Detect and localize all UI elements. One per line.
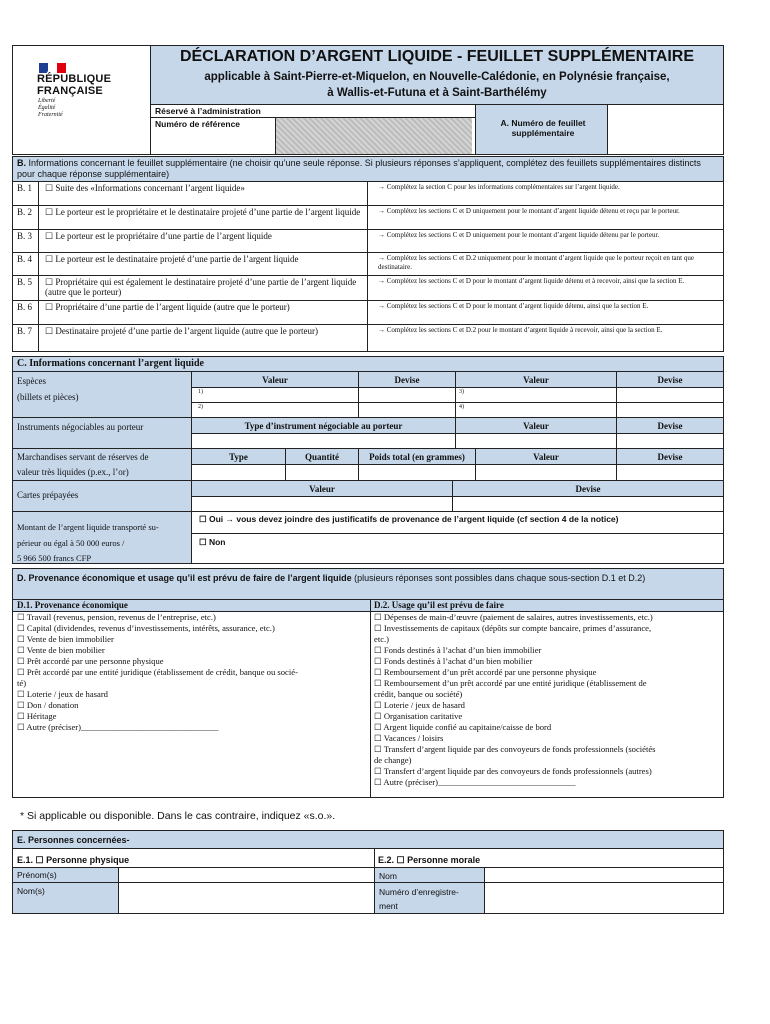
especes-valeur-4-field[interactable] (466, 403, 615, 416)
cartes-valeur-header: Valeur (309, 484, 335, 494)
logo-text-1: RÉPUBLIQUE (37, 73, 112, 85)
b-row-instruction: → Complétez les sections C et D uniquement pour le montant d’argent liquide détenu par le porteur. (378, 231, 660, 239)
b-row-code: B. 5 (17, 277, 33, 287)
b-row-instruction: → Complétez la section C pour les informations complémentaires sur l’argent liquide. (378, 183, 620, 191)
especes-valeur-1-header: Valeur (262, 375, 288, 385)
marchandises-label-1: Marchandises servant de réserves de (17, 452, 149, 462)
page-subtitle-1: applicable à Saint-Pierre-et-Miquelon, en Nouvelle-Calédonie, en Polynésie française, (204, 71, 670, 83)
especes-number-4: 4) (459, 404, 464, 410)
motto-2: Égalité (38, 105, 56, 111)
montant-label-2: périeur ou égal à 50 000 euros / (17, 538, 125, 548)
b-row-option-checkbox[interactable]: ☐ Propriétaire d’une partie de l’argent liquide (autre que le porteur) (45, 302, 290, 312)
instruments-label: Instruments négociables au porteur (17, 422, 144, 432)
b-row-code: B. 1 (17, 183, 33, 193)
d1-item[interactable]: ☐ Autre (préciser)________________________________ (17, 722, 219, 732)
prenoms-field[interactable] (119, 868, 373, 881)
prenoms-label: Prénom(s) (17, 870, 57, 880)
numero-label-2: ment (379, 901, 398, 911)
d1-item: té) (17, 678, 27, 688)
section-b-title: B. Informations concernant le feuillet supplémentaire (ne choisir qu’une seule réponse. Si plusieurs réponses s’appliquent, complétez des feuillets supplémentaires distincts pour chaque réponse supplémentaire) (17, 158, 701, 179)
sheet-number-label: A. Numéro de feuillet supplémentaire (500, 118, 586, 138)
especes-valeur-3-field[interactable] (466, 388, 615, 401)
b-row-option-checkbox[interactable]: ☐ Suite des «Informations concernant l’argent liquide» (45, 183, 245, 193)
b-row-instruction: → Complétez les sections C et D.2 pour le montant d’argent liquide à recevoir, ainsi que la section E. (378, 326, 663, 334)
reference-label: Numéro de référence (155, 119, 241, 129)
page-title: DÉCLARATION D’ARGENT LIQUIDE - FEUILLET SUPPLÉMENTAIRE (179, 48, 695, 65)
section-c-title: C. Informations concernant l’argent liquide (17, 358, 204, 369)
especes-devise-2-field[interactable] (359, 403, 454, 416)
d1-item[interactable]: ☐ Don / donation (17, 700, 79, 710)
d2-title: D.2. Usage qu’il est prévu de faire (374, 600, 504, 610)
marchandises-quantite-header: Quantité (304, 452, 339, 462)
b-row-option-checkbox[interactable]: ☐ Propriétaire qui est également le destinataire projeté d’une partie de l’argent liquide (autre que le porteur) (45, 277, 357, 297)
d1-item[interactable]: ☐ Travail (revenus, pension, revenus de l’entreprise, etc.) (17, 612, 216, 622)
b-row-option-checkbox[interactable]: ☐ Le porteur est le destinataire projeté d’une partie de l’argent liquide (45, 254, 299, 264)
instrument-valeur-field[interactable] (456, 434, 615, 447)
d2-item[interactable]: ☐ Transfert d’argent liquide par des convoyeurs de fonds professionnels (sociétés (374, 744, 656, 754)
especes-number-3: 3) (459, 389, 464, 395)
footnote: * Si applicable ou disponible. Dans le cas contraire, indiquez «s.o.». (20, 810, 336, 822)
reference-field[interactable] (276, 118, 472, 154)
logo-text-2: FRANÇAISE (37, 85, 103, 97)
marchandises-type-header: Type (229, 452, 248, 462)
d2-item[interactable]: ☐ Remboursement d’un prêt accordé par une personne physique (374, 667, 597, 677)
d2-item[interactable]: ☐ Dépenses de main-d’œuvre (paiement de salaires, autres investissements, etc.) (374, 612, 653, 622)
b-row-code: B. 4 (17, 254, 33, 264)
motto-1: Liberté (38, 98, 56, 104)
b-row-option-checkbox[interactable]: ☐ Destinataire projeté d’une partie de l’argent liquide (autre que le porteur) (45, 326, 319, 336)
b-row-instruction: → Complétez les sections C et D pour le montant d’argent liquide détenu et à recevoir, ainsi que la section E. (378, 277, 685, 285)
b-row-option-checkbox[interactable]: ☐ Le porteur est le propriétaire et le destinataire projeté d’une partie de l’argent liquide (45, 207, 361, 217)
d2-item[interactable]: ☐ Remboursement d’un prêt accordé par une entité juridique (établissement de (374, 678, 647, 688)
d2-item[interactable]: ☐ Loterie / jeux de hasard (374, 700, 465, 710)
b-row-divider (12, 275, 724, 276)
d2-item[interactable]: ☐ Organisation caritative (374, 711, 463, 721)
marchandises-poids-field[interactable] (359, 465, 474, 479)
d1-item[interactable]: ☐ Prêt accordé par une personne physique (17, 656, 164, 666)
especes-number-1: 1) (198, 389, 203, 395)
cartes-devise-field[interactable] (453, 497, 722, 510)
d2-item[interactable]: ☐ Transfert d’argent liquide par des convoyeurs de fonds professionnels (autres) (374, 766, 652, 776)
d2-item[interactable]: ☐ Investissements de capitaux (dépôts sur compte bancaire, primes d’assurance, (374, 623, 652, 633)
d2-item[interactable]: ☐ Vacances / loisirs (374, 733, 444, 743)
especes-number-2: 2) (198, 404, 203, 410)
instrument-devise-header: Devise (657, 421, 683, 431)
b-row-code: B. 2 (17, 207, 33, 217)
d1-item[interactable]: ☐ Capital (dividendes, revenus d’investissements, intérêts, assurance, etc.) (17, 623, 275, 633)
b-row-divider (12, 252, 724, 253)
oui-checkbox[interactable]: ☐ Oui → vous devez joindre des justificatifs de provenance de l’argent liquide (cf section 4 de la notice) (199, 514, 619, 524)
numero-label-1: Numéro d’enregistre- (379, 887, 459, 897)
b-row-divider (12, 300, 724, 301)
instrument-type-field[interactable] (193, 434, 454, 447)
flag-icon (39, 60, 66, 70)
marchandises-valeur-header: Valeur (533, 452, 559, 462)
page-subtitle-2: à Wallis-et-Futuna et à Saint-Barthélémy (327, 87, 547, 99)
nom-label: Nom (379, 871, 397, 881)
non-checkbox[interactable]: ☐ Non (199, 537, 226, 547)
d2-item[interactable]: ☐ Fonds destinés à l’achat d’un bien mobilier (374, 656, 533, 666)
d2-item[interactable]: ☐ Autre (préciser)________________________________ (374, 777, 576, 787)
cartes-label: Cartes prépayées (17, 490, 79, 500)
marchandises-type-field[interactable] (193, 465, 284, 479)
noms-label: Nom(s) (17, 886, 45, 896)
d2-item[interactable]: ☐ Argent liquide confié au capitaine/caisse de bord (374, 722, 552, 732)
d2-item: etc.) (374, 634, 390, 644)
d1-item[interactable]: ☐ Vente de bien mobilier (17, 645, 105, 655)
b-row-code: B. 7 (17, 326, 33, 336)
d1-item[interactable]: ☐ Prêt accordé par une entité juridique (établissement de crédit, banque ou socié- (17, 667, 298, 677)
sheet-number-field[interactable] (608, 105, 723, 154)
cartes-valeur-field[interactable] (193, 497, 451, 510)
b-row-divider (12, 324, 724, 325)
d2-item[interactable]: ☐ Fonds destinés à l’achat d’un bien immobilier (374, 645, 542, 655)
especes-valeur-2-field[interactable] (205, 403, 357, 416)
marchandises-valeur-field[interactable] (476, 465, 615, 479)
noms-field[interactable] (119, 883, 373, 913)
section-d-title: D. Provenance économique et usage qu’il est prévu de faire de l’argent liquide (plusieurs réponses sont possibles dans chaque sous-section D.1 et D.2) (17, 573, 646, 583)
section-e-title: E. Personnes concernées- (17, 835, 130, 845)
numero-field[interactable] (485, 883, 723, 913)
especes-valeur-2-header: Valeur (523, 375, 549, 385)
b-row-divider (12, 229, 724, 230)
especes-label: Espèces (17, 376, 46, 386)
marchandises-label-2: valeur très liquides (p.ex., l’or) (17, 467, 129, 477)
b-row-code: B. 3 (17, 231, 33, 241)
instrument-valeur-header: Valeur (523, 421, 549, 431)
d2-item: de change) (374, 755, 412, 765)
montant-label-1: Montant de l’argent liquide transporté su- (17, 522, 159, 532)
b-row-divider (12, 205, 724, 206)
motto-3: Fraternité (38, 112, 63, 118)
especes-devise-1-field[interactable] (359, 388, 454, 401)
b-row-instruction: → Complétez les sections C et D uniquement pour le montant d’argent liquide détenu et reçu par le porteur. (378, 207, 680, 215)
d2-item: crédit, banque ou société) (374, 689, 463, 699)
marchandises-devise-header: Devise (657, 452, 683, 462)
reserved-label: Réservé à l’administration (155, 106, 261, 116)
e2-title[interactable]: E.2. ☐ Personne morale (378, 855, 481, 865)
nom-field[interactable] (485, 868, 723, 881)
d1-item[interactable]: ☐ Loterie / jeux de hasard (17, 689, 108, 699)
marchandises-quantite-field[interactable] (286, 465, 357, 479)
d1-item[interactable]: ☐ Héritage (17, 711, 57, 721)
especes-devise-1-header: Devise (394, 375, 420, 385)
b-row-instruction: → Complétez les sections C et D pour le montant d’argent liquide détenu, ainsi que la section E. (378, 302, 649, 310)
cartes-devise-header: Devise (575, 484, 601, 494)
especes-devise-3-field[interactable] (617, 388, 722, 401)
b-row-option-checkbox[interactable]: ☐ Le porteur est le propriétaire d’une partie de l’argent liquide (45, 231, 272, 241)
montant-label-3: 5 966 500 francs CFP (17, 553, 92, 563)
especes-devise-4-field[interactable] (617, 403, 722, 416)
especes-valeur-1-field[interactable] (205, 388, 357, 401)
b-row-instruction: → Complétez les sections C et D.2 uniquement pour le montant d’argent liquide que le porteur reçoit en tant que destinataire. (378, 254, 694, 271)
marchandises-poids-header: Poids total (en grammes) (369, 452, 465, 462)
marchandises-devise-field[interactable] (617, 465, 722, 479)
d1-item[interactable]: ☐ Vente de bien immobilier (17, 634, 114, 644)
instrument-devise-field[interactable] (617, 434, 722, 447)
especes-sub-label: (billets et pièces) (17, 392, 79, 402)
d1-title: D.1. Provenance économique (17, 600, 128, 610)
e1-title[interactable]: E.1. ☐ Personne physique (17, 855, 130, 865)
b-row-code: B. 6 (17, 302, 33, 312)
instrument-type-header: Type d’instrument négociable au porteur (244, 421, 403, 431)
especes-devise-2-header: Devise (657, 375, 683, 385)
